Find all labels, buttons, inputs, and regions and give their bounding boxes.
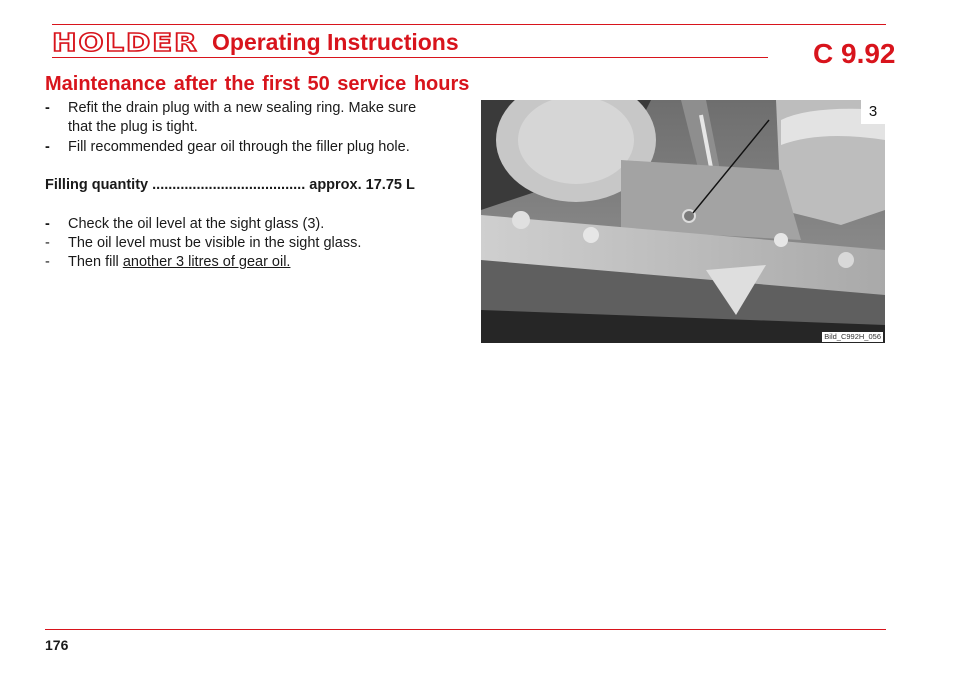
header-title: Operating Instructions [212,29,459,55]
step-text-prefix: Then fill [68,254,123,270]
filling-quantity [45,176,415,195]
step-text-underlined: another 3 litres of gear oil. [122,254,291,270]
bullet-marker: - [45,139,50,155]
section-heading: Maintenance after the first 50 service hours [45,73,470,95]
image-reference: Bild_C992H_056 [824,332,881,341]
callout-label: 3 [861,100,885,124]
step-text: that the plug is tight. [68,119,198,135]
bullet-marker: - [45,216,50,232]
step-text: Fill recommended gear oil through the filler plug hole. [68,139,410,155]
gearbox-photo [481,100,885,343]
filling-quantity-value: approx. 17.75 L [309,177,415,193]
gearbox-photo-illustration [481,100,885,343]
header-underline-rule [52,57,768,58]
header-top-rule [52,24,886,25]
bullet-marker: - [45,254,50,270]
footer-rule [45,629,886,630]
bullet-marker: - [45,100,50,116]
filling-quantity-dots: ...................................... [152,177,306,193]
step-text: Refit the drain plug with a new sealing ring. Make sure [68,100,417,116]
step-text [68,253,290,272]
filling-quantity-label: Filling quantity [45,177,149,193]
step-text: The oil level must be visible in the sight glass. [68,235,362,251]
bullet-marker: - [45,235,50,251]
step-text: Check the oil level at the sight glass (3). [68,216,325,232]
page-number: 176 [45,637,69,653]
holder-logo: HOLDER [52,28,199,57]
chapter-code: C 9.92 [813,38,896,69]
